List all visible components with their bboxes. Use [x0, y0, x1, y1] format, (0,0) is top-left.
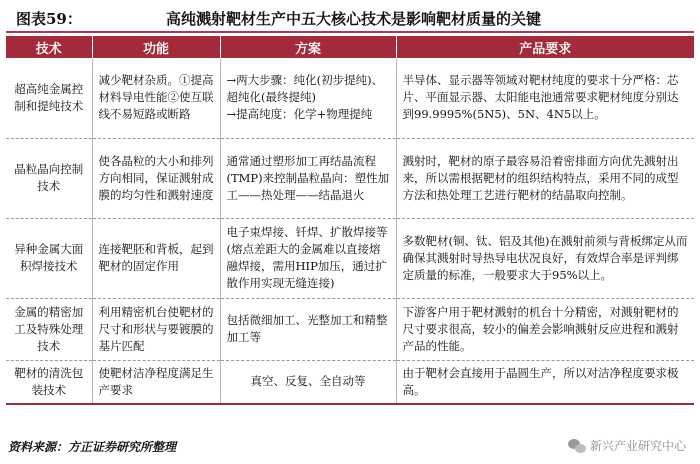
- cell-function: 使靶材洁净程度满足生产要求: [92, 360, 220, 404]
- table-row: [6, 138, 694, 218]
- table-row: [6, 58, 694, 138]
- cell-tech: 靶材的清洗包装技术: [6, 360, 92, 404]
- title-divider: [6, 31, 694, 33]
- cell-function: 连接靶胚和背板，起到靶材的固定作用: [92, 218, 220, 298]
- watermark: [568, 437, 686, 454]
- cell-requirement: 由于靶材会直接用于晶圆生产，所以对洁净程度要求极高。: [396, 360, 694, 404]
- tech-table: [6, 36, 694, 405]
- plan-line: →提高纯度：化学+物理提纯: [226, 107, 373, 122]
- cell-function: 减少靶材杂质。①提高材料导电性能②使互联线不易短路或断路: [92, 58, 220, 138]
- cell-function: 利用精密机台使靶材的尺寸和形状与要镀膜的基片匹配: [92, 298, 220, 360]
- header-tech: 技术: [6, 36, 92, 58]
- cell-plan: 电子束焊接、钎焊、扩散焊接等(熔点差距大的金属难以直接熔融焊接，需用HIP加压，通过扩散作用实现无缝连接): [220, 218, 396, 298]
- cell-requirement: 多数靶材(铜、钛、铝及其他)在溅射前须与背板绑定从而确保其溅射时导热导电状况良好，有效焊合率是评判绑定质量的标准，一般要求大于95%以上。: [396, 218, 694, 298]
- table-row: [6, 360, 694, 404]
- figure-title: [6, 6, 694, 30]
- header-requirement: 产品要求: [396, 36, 694, 58]
- table-header-row: [6, 36, 694, 58]
- cell-function: 使各晶粒的大小和排列方向相同，保证溅射成膜的均匀性和溅射速度: [92, 138, 220, 218]
- cell-plan: 包括微细加工、光整加工和精整加工等: [220, 298, 396, 360]
- cell-requirement: 半导体、显示器等领域对靶材纯度的要求十分严格：芯片、平面显示器、太阳能电池通常要求靶材纯度分别达到99.9995%(5N5)、5N、4N5以上。: [396, 58, 694, 138]
- header-function: 功能: [92, 36, 220, 58]
- header-plan: 方案: [220, 36, 396, 58]
- plan-line: →两大步骤：纯化(初步提纯)、超纯化(最终提纯): [226, 73, 384, 105]
- cell-plan: 通常通过塑形加工再结晶流程(TMP)来控制晶粒晶向：塑性加工——热处理——结晶退火: [220, 138, 396, 218]
- cell-plan: [220, 58, 396, 138]
- cell-tech: 晶粒晶向控制技术: [6, 138, 92, 218]
- table-row: [6, 218, 694, 298]
- cell-tech: 超高纯金属控制和提纯技术: [6, 58, 92, 138]
- cell-requirement: 溅射时，靶材的原子最容易沿着密排面方向优先溅射出来，所以需根据靶材的组织结构特点，采用不同的成型方法和热处理工艺进行靶材的结晶取向控制。: [396, 138, 694, 218]
- cell-plan: 真空、反复、全自动等: [220, 360, 396, 404]
- wechat-icon: [568, 439, 586, 453]
- table-row: [6, 298, 694, 360]
- cell-tech: 金属的精密加工及特殊处理技术: [6, 298, 92, 360]
- figure-title-text: 高纯溅射靶材生产中五大核心技术是影响靶材质量的关键: [166, 9, 542, 28]
- cell-tech: 异种金属大面积焊接技术: [6, 218, 92, 298]
- source-note: 资料来源：方正证券研究所整理: [8, 440, 177, 454]
- watermark-text: 新兴产业研究中心: [589, 439, 686, 453]
- cell-requirement: 下游客户用于靶材溅射的机台十分精密，对溅射靶材的尺寸要求很高，较小的偏差会影响溅射反应进程和溅射产品的性能。: [396, 298, 694, 360]
- figure-number: 图表59：: [16, 9, 82, 28]
